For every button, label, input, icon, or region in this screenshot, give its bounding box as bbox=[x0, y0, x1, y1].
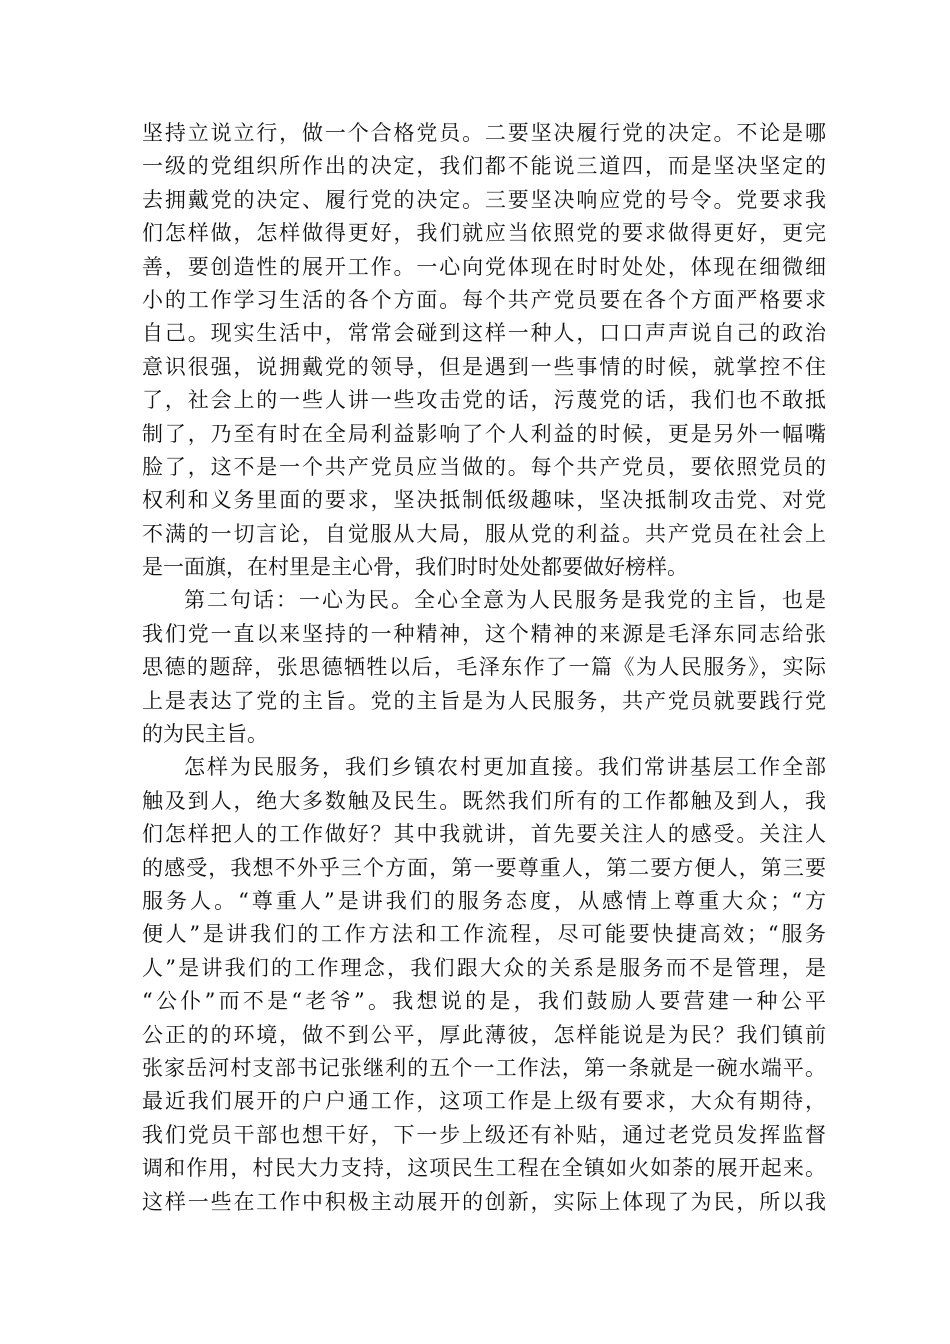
text-line: 人”是讲我们的工作理念，我们跟大众的关系是服务而不是管理，是 bbox=[142, 955, 826, 980]
paragraph bbox=[142, 584, 826, 751]
text-line: 思德的题辞，张思德牺牲以后，毛泽东作了一篇《为人民服务》，实际 bbox=[142, 655, 826, 680]
text-line: 第二句话：一心为民。全心全意为人民服务是我党的主旨，也是 bbox=[184, 588, 826, 613]
text-line: 小的工作学习生活的各个方面。每个共产党员要在各个方面严格要求 bbox=[142, 287, 826, 312]
text-line: 公正的的环境，做不到公平，厚此薄彼，怎样能说是为民？我们镇前 bbox=[142, 1022, 826, 1047]
text-line: 权利和义务里面的要求，坚决抵制低级趣味，坚决抵制攻击党、对党 bbox=[142, 488, 826, 513]
paragraph bbox=[142, 117, 826, 584]
text-line: 善，要创造性的展开工作。一心向党体现在时时处处，体现在细微细 bbox=[142, 254, 826, 279]
text-line: 的为民主旨。 bbox=[142, 722, 268, 747]
text-line: 服务人。“尊重人”是讲我们的服务态度，从感情上尊重大众；“方 bbox=[142, 888, 826, 913]
text-line: “公仆”而不是“老爷”。我想说的是，我们鼓励人要营建一种公平 bbox=[142, 989, 826, 1014]
text-line: 去拥戴党的决定、履行党的决定。三要坚决响应党的号令。党要求我 bbox=[142, 187, 826, 212]
text-line: 一级的党组织所作出的决定，我们都不能说三道四，而是坚决坚定的 bbox=[142, 154, 826, 179]
text-line: 张家岳河村支部书记张继利的五个一工作法，第一条就是一碗水端平。 bbox=[142, 1055, 826, 1080]
text-line: 我们党员干部也想干好，下一步上级还有补贴，通过老党员发挥监督 bbox=[142, 1122, 826, 1147]
text-line: 触及到人，绝大多数触及民生。既然我们所有的工作都触及到人，我 bbox=[142, 788, 826, 813]
text-line: 了，社会上的一些人讲一些攻击党的话，污蔑党的话，我们也不敢抵 bbox=[142, 388, 826, 413]
text-line: 不满的一切言论，自觉服从大局，服从党的利益。共产党员在社会上 bbox=[142, 521, 826, 546]
text-line: 意识很强，说拥戴党的领导，但是遇到一些事情的时候，就掌控不住 bbox=[142, 354, 826, 379]
text-line: 调和作用，村民大力支持，这项民生工程在全镇如火如荼的展开起来。 bbox=[142, 1156, 826, 1181]
document-body bbox=[142, 117, 826, 1219]
text-line: 自己。现实生活中，常常会碰到这样一种人，口口声声说自己的政治 bbox=[142, 321, 826, 346]
text-line: 我们党一直以来坚持的一种精神，这个精神的来源是毛泽东同志给张 bbox=[142, 621, 826, 646]
text-line: 制了，乃至有时在全局利益影响了个人利益的时候，更是另外一幅嘴 bbox=[142, 421, 826, 446]
text-line: 最近我们展开的户户通工作，这项工作是上级有要求，大众有期待， bbox=[142, 1089, 826, 1114]
text-line: 的感受，我想不外乎三个方面，第一要尊重人，第二要方便人，第三要 bbox=[142, 855, 826, 880]
text-line: 们怎样做，怎样做得更好，我们就应当依照党的要求做得更好，更完 bbox=[142, 221, 826, 246]
text-line: 是一面旗，在村里是主心骨，我们时时处处都要做好榜样。 bbox=[142, 555, 688, 580]
text-line: 怎样为民服务，我们乡镇农村更加直接。我们常讲基层工作全部 bbox=[184, 755, 826, 780]
text-line: 这样一些在工作中积极主动展开的创新，实际上体现了为民，所以我 bbox=[142, 1189, 826, 1214]
text-line: 上是表达了党的主旨。党的主旨是为人民服务，共产党员就要践行党 bbox=[142, 688, 826, 713]
text-line: 们怎样把人的工作做好？其中我就讲，首先要关注人的感受。关注人 bbox=[142, 822, 826, 847]
text-line: 脸了，这不是一个共产党员应当做的。每个共产党员，要依照党员的 bbox=[142, 454, 826, 479]
paragraph bbox=[142, 751, 826, 1218]
text-line: 便人”是讲我们的工作方法和工作流程，尽可能要快捷高效；“服务 bbox=[142, 922, 826, 947]
text-line: 坚持立说立行，做一个合格党员。二要坚决履行党的决定。不论是哪 bbox=[142, 121, 826, 145]
